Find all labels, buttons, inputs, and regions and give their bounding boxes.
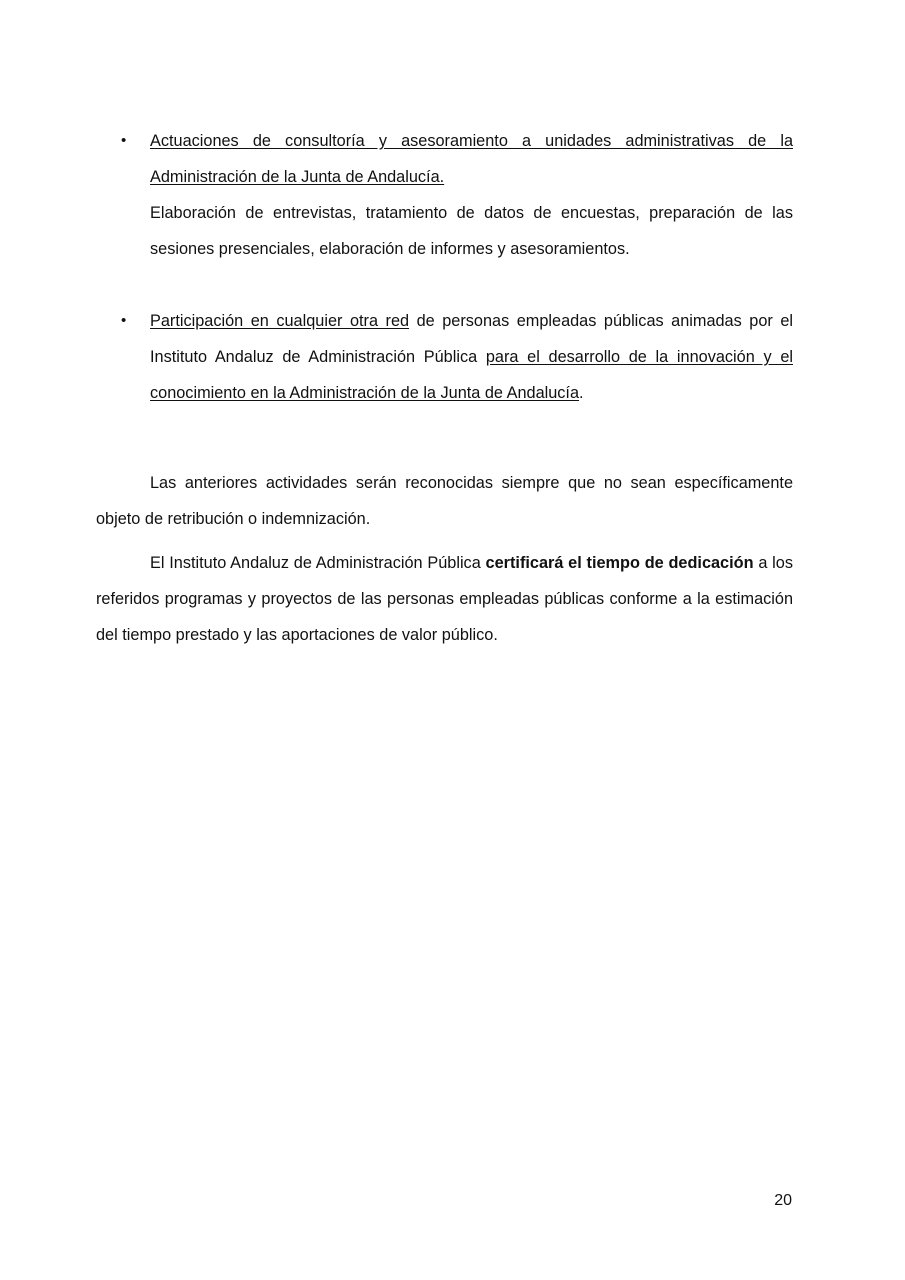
bullet-underlined-text: Participación en cualquier otra red — [150, 312, 410, 330]
paragraph-bold-text: certificará el tiempo de dedicación — [485, 554, 754, 572]
bullet-item-consultoria — [96, 123, 793, 267]
bullet-underlined-text: para el desarrollo de la innovación y el conocimiento en la Administración de la Junta de Andalucía — [150, 348, 793, 402]
bullet-text: . — [579, 384, 584, 402]
bullet-text: de personas empleadas públicas animadas por el Instituto Andaluz de Administración Pública — [150, 312, 794, 366]
bullet-title: Actuaciones de consultoría y asesoramiento a unidades administrativas de la Administración de la Junta de Andalucía. — [150, 132, 793, 186]
paragraph-text: El Instituto Andaluz de Administración Pública — [150, 554, 486, 572]
paragraph-certificacion — [96, 545, 793, 653]
bullet-icon: • — [121, 132, 127, 149]
paragraph-text: a los referidos programas y proyectos de las personas empleadas públicas conforme a la estimación del tiempo prestado y las aportaciones de valor público. — [96, 554, 793, 644]
page-content — [96, 123, 793, 653]
bullet-detail: Elaboración de entrevistas, tratamiento de datos de encuestas, preparación de las sesiones presenciales, elaboración de informes y asesoramientos. — [150, 204, 793, 258]
page-number: 20 — [774, 1192, 792, 1209]
bullet-item-participacion — [96, 303, 793, 411]
paragraph-reconocimiento: Las anteriores actividades serán reconocidas siempre que no sean específicamente objeto de retribución o indemnización. — [96, 474, 793, 528]
bullet-icon: • — [121, 312, 127, 329]
